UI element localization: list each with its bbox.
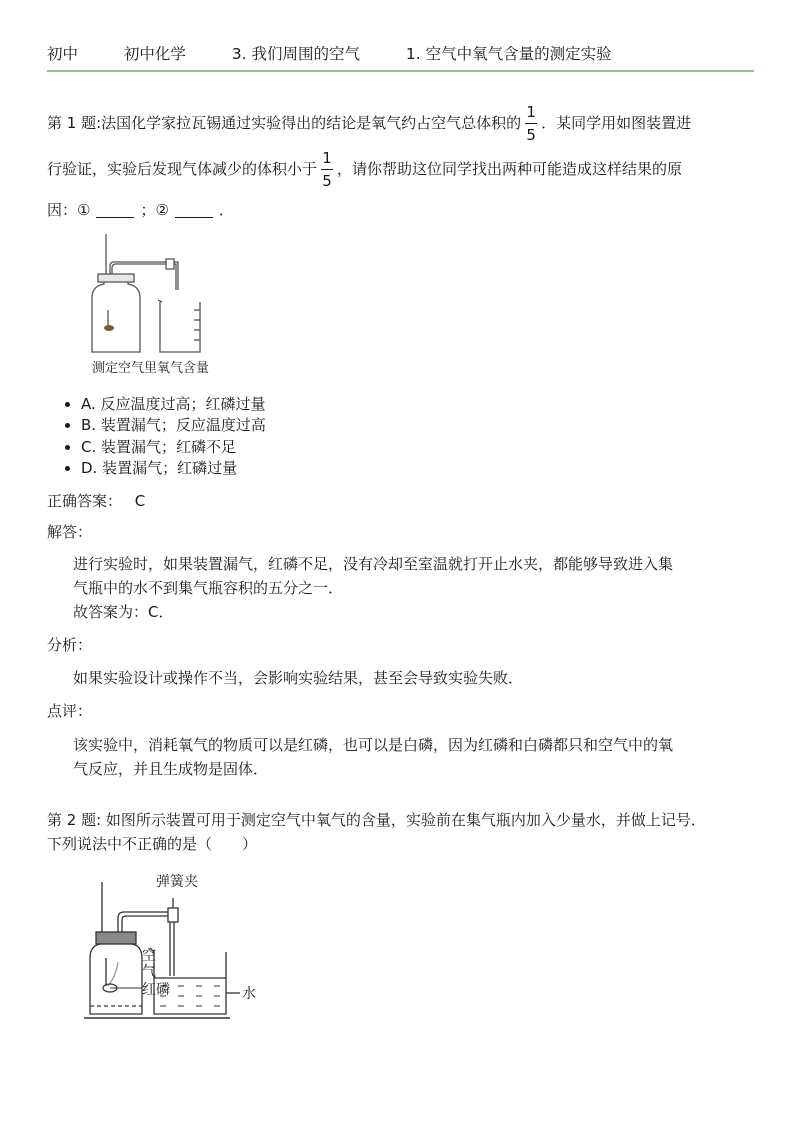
comment-line: 气反应，并且生成物是固体． (73, 760, 269, 778)
option-a[interactable]: • A. 反应温度过高；红磷过量 (81, 394, 266, 415)
question-2-stem (47, 808, 759, 856)
blank-2[interactable] (175, 203, 213, 218)
label-air-1: 空 (142, 948, 156, 964)
comment-body (73, 733, 733, 781)
option-d[interactable]: • D. 装置漏气；红磷过量 (81, 458, 266, 479)
comment-label: 点评： (47, 702, 93, 720)
label-clamp: 弹簧夹 (156, 874, 198, 890)
question-1-number: 第 1 题: (47, 114, 102, 132)
answer-row (47, 490, 145, 512)
option-c[interactable]: • C. 装置漏气；红磷不足 (81, 437, 266, 458)
analysis-text: 如果实验设计或操作不当，会影响实验结果，甚至会导致实验失败． (73, 669, 524, 687)
figure-1-caption: 测定空气里氧气含量 (92, 361, 210, 376)
q1-text-d: ，请你帮助这位同学找出两种可能造成这样结果的原 (337, 160, 683, 178)
figure-1-apparatus (82, 230, 232, 380)
fraction-one-fifth-2: $\frac{1}{5}$ (322, 148, 332, 190)
breadcrumb-level: 初中 (47, 45, 79, 63)
q1-text-a: 法国化学家拉瓦锡通过实验得出的结论是氧气约占空气总体积的 (101, 114, 522, 132)
breadcrumb-subject: 初中化学 (123, 45, 186, 63)
q1-text-e: 因：① (47, 201, 91, 219)
answer-label: 正确答案： (47, 492, 123, 510)
breadcrumb-section: 1. 空气中氧气含量的测定实验 (405, 45, 612, 63)
solution-line: 进行实验时，如果装置漏气，红磷不足，没有冷却至室温就打开止水夹，都能够导致进入集 (73, 555, 674, 573)
solution-label: 解答： (47, 523, 93, 541)
solution-line: 故答案为：C． (73, 603, 174, 621)
fraction-one-fifth: $\frac{1}{5}$ (526, 102, 536, 144)
q2-line-1: 如图所示装置可用于测定空气中氧气的含量，实验前在集气瓶内加入少量水，并做上记号． (105, 811, 706, 829)
breadcrumb-chapter: 3. 我们周围的空气 (231, 45, 360, 63)
q2-line-2: 下列说法中不正确的是（ ） (47, 835, 258, 853)
label-water: 水 (242, 986, 256, 1002)
q1-text-c: 行验证，实验后发现气体减少的体积小于 (47, 160, 318, 178)
figure-2-apparatus (80, 868, 270, 1028)
q1-text-f: ；② (140, 201, 169, 219)
label-phosphorus: 红磷 (142, 982, 170, 998)
question-2-number: 第 2 题: (47, 811, 106, 829)
label-air-2: 气 (142, 964, 156, 980)
option-b[interactable]: • B. 装置漏气；反应温度过高 (81, 415, 266, 436)
q1-text-b: ．某同学用如图装置进 (541, 114, 692, 132)
question-1-options (47, 394, 266, 479)
q1-text-g: ． (218, 201, 234, 219)
breadcrumb (47, 42, 612, 64)
solution-body (73, 552, 733, 624)
comment-line: 该实验中，消耗氧气的物质可以是红磷，也可以是白磷，因为红磷和白磷都只和空气中的氧 (73, 736, 674, 754)
solution-line: 气瓶中的水不到集气瓶容积的五分之一． (73, 579, 344, 597)
blank-1[interactable] (96, 203, 134, 218)
answer-value: C (134, 492, 146, 510)
header-divider (47, 70, 754, 72)
question-1-stem (47, 103, 759, 225)
analysis-label: 分析： (47, 636, 93, 654)
